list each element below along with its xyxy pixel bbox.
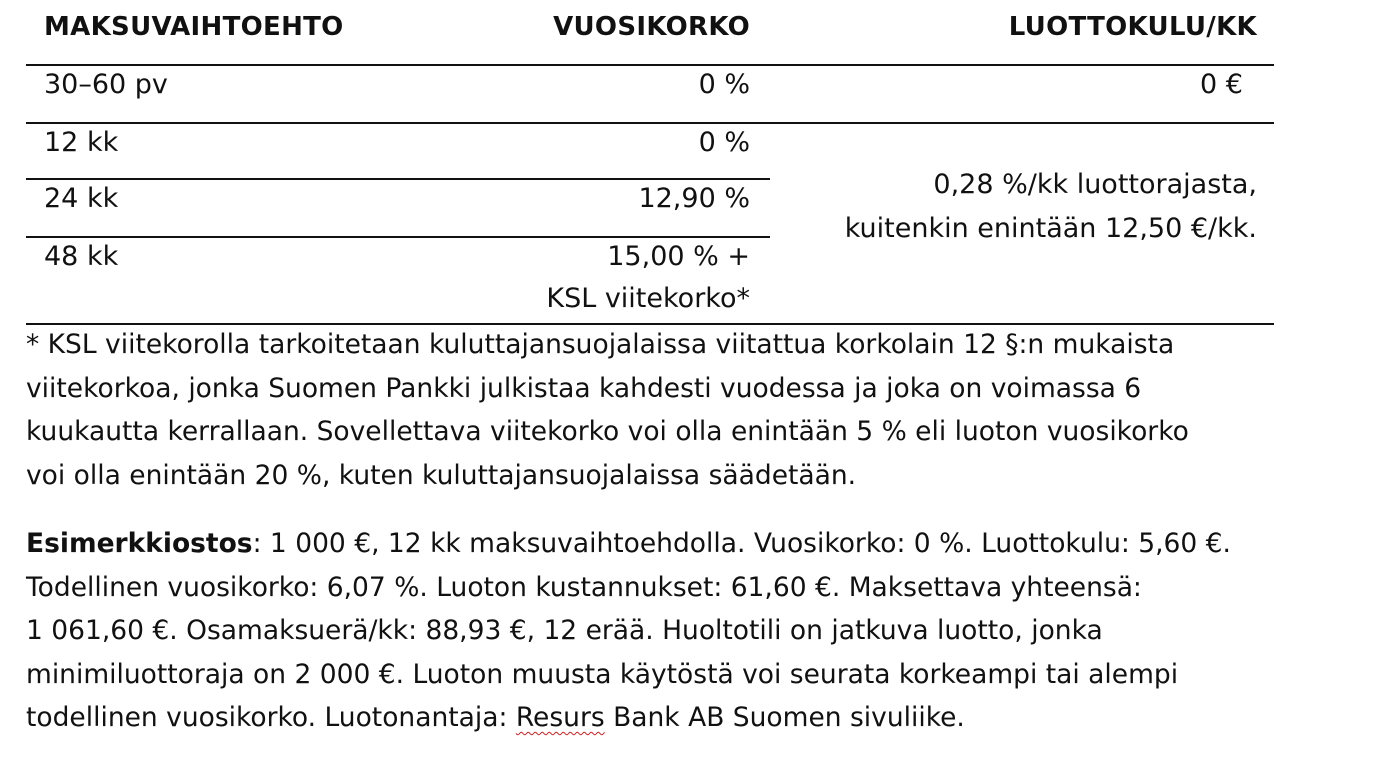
example-text: Bank AB Suomen sivuliike. [604,702,965,733]
footnote-line: * KSL viitekorolla tarkoitetaan kuluttajansuojalaissa viitattua korkolain 12 §:n mukaista [26,329,1175,360]
row-annual-rate-continued: KSL viitekorko* [546,283,750,314]
row-option: 12 kk [44,127,119,158]
row-option: 48 kk [44,241,119,272]
footnote-line: viitekorkoa, jonka Suomen Pankki julkistaa kahdesti vuodessa ja joka on voimassa 6 [26,372,1142,404]
merged-credit-cost-line: 0,28 %/kk luottorajasta, [933,169,1257,200]
header-annual-rate: VUOSIKORKO [553,12,750,42]
row-annual-rate: 12,90 % [638,183,750,214]
example-line: minimiluottoraja on 2 000 €. Luoton muusta käytöstä voi seurata korkeampi tai alempi [26,658,1179,690]
spellcheck-marked-word[interactable]: Resurs [515,702,605,733]
header-payment-option: MAKSUVAIHTOEHTO [44,12,344,42]
row-annual-rate: 0 % [698,69,750,100]
example-paragraph [26,522,1366,740]
example-label: Esimerkkiostos [26,528,253,559]
row-annual-rate: 15,00 % + [607,241,750,272]
footnote-line: voi olla enintään 20 %, kuten kuluttajansuojalaissa säädetään. [26,459,857,491]
example-line: 1 061,60 €. Osamaksuerä/kk: 88,93 €, 12 erää. Huoltotili on jatkuva luotto, jonka [26,615,1103,646]
example-line [26,696,1366,740]
example-line: Todellinen vuosikorko: 6,07 %. Luoton kustannukset: 61,60 €. Maksettava yhteensä: [26,571,1142,603]
merged-credit-cost-line: kuitenkin enintään 12,50 €/kk. [844,213,1257,244]
example-line [26,522,1366,566]
example-text: : 1 000 €, 12 kk maksuvaihtoehdolla. Vuosikorko: 0 %. Luottokulu: 5,60 €. [252,528,1231,559]
footnote-paragraph [26,323,1366,497]
payment-options-table [26,0,1274,326]
footnote-line: kuukautta kerrallaan. Sovellettava viitekorko voi olla enintään 5 % eli luoton vuosikorko [26,416,1189,447]
row-credit-cost: 0 € [1200,69,1243,100]
header-credit-cost: LUOTTOKULU/KK [1008,12,1257,42]
row-option: 24 kk [44,183,119,214]
example-text: todellinen vuosikorko. Luotonantaja: [26,702,516,733]
row-option: 30–60 pv [44,69,168,100]
row-annual-rate: 0 % [698,127,750,158]
